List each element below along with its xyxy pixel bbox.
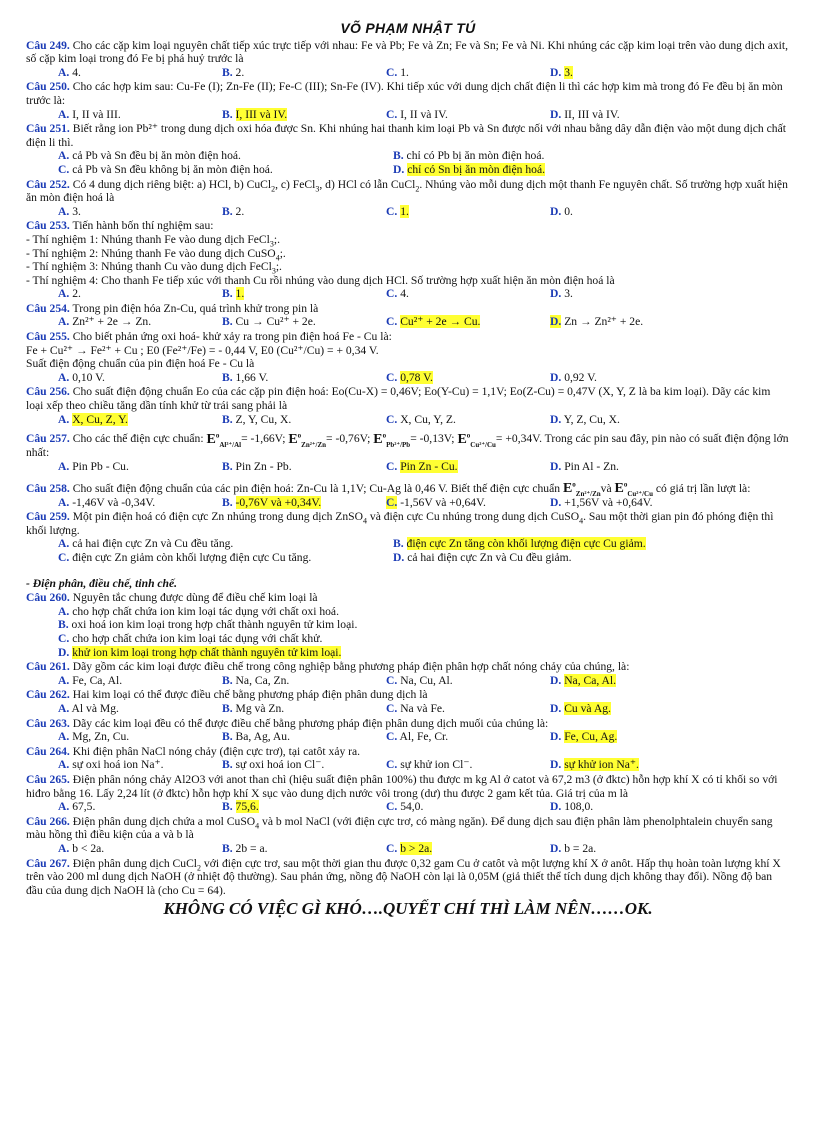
highlighted-answer: Cu và Ag. — [564, 702, 611, 715]
section-heading: - Điện phân, điều chế, tinh chế. — [26, 576, 178, 590]
highlighted-answer: b > 2a. — [400, 841, 433, 855]
highlighted-answer: X, Cu, Z, Y. — [72, 412, 128, 426]
highlighted-answer: điện cực Zn tăng còn khối lượng điện cực Cu giảm. — [406, 537, 646, 551]
option-a: A. Pin Pb - Cu. — [58, 459, 129, 473]
question-254: Câu 254. Trong pin điện hóa Zn-Cu, quá trình khử trong pin là — [26, 301, 319, 315]
option-d: D. 3. — [550, 65, 573, 79]
options-255 — [26, 371, 790, 385]
options-265 — [26, 800, 790, 814]
options-259 — [26, 537, 790, 551]
question-259: Câu 259. Một pin điện hoá có điện cực Zn nhúng trong dung dịch ZnSO$_4$ và điện cực Cu nhúng trong dung dịch CuSO$_4$. Sau một thời gian pin đó phóng điện thì khối lượng. — [26, 510, 774, 537]
experiment-3: - Thí nghiệm 3: Nhúng thanh Cu vào dung dịch FeCl$_3$;. — [26, 260, 282, 276]
question-249 — [26, 39, 790, 66]
option-c: C. 4. — [386, 287, 409, 301]
experiment-1: - Thí nghiệm 1: Nhúng thanh Fe vào dung dịch FeCl$_3$;. — [26, 232, 281, 249]
options-264 — [26, 758, 790, 772]
option-a: A. 67,5. — [58, 800, 96, 814]
option-c: C. điện cực Zn giảm còn khối lượng điện cực Cu tăng. — [58, 551, 312, 565]
option-b: B. điện cực Zn tăng còn khối lượng điện cực Cu giảm. — [393, 537, 646, 551]
question-258: Câu 258. Cho suất điện động chuẩn của các pin điện hoá: Zn-Cu là 1,1V; Cu-Ag là 0,46 V. Biết thế điện cực chuẩn $E^o_{Zn^{2+}/Zn}và$ $E^o_{Cu^{2+}/Cu}$ có giá trị lần lượt là: — [26, 480, 751, 498]
question-264: Câu 264. Khi điện phân NaCl nóng chảy (điện cực trơ), tại catôt xảy ra. — [26, 744, 361, 758]
option-b: B. 2b = a. — [222, 841, 268, 855]
option-c: C. -1,56V và +0,64V. — [386, 495, 486, 509]
option-b: B. Na, Ca, Zn. — [222, 673, 290, 687]
option-c: C. sự khử ion Cl⁻. — [386, 758, 473, 772]
question-text: Cho các cặp kim loại nguyên chất tiếp xúc trực tiếp với nhau: Fe và Pb; Fe và Zn; Fe và Sn; Fe và Ni. Khi nhúng các cặp kim loại trên vào dung dịch axit, số cặp kim loại trong đó Fe bị phá huỷ trước là — [26, 38, 788, 66]
option-a: A. Zn²⁺ + 2e → Zn. — [58, 315, 152, 329]
question-257: Câu 257. Cho các thế điện cực chuẩn: $E^o_{Al^{3+}/Al}= -1,66V$; $E^o_{Zn^{2+}/Zn}= -0,76V$; $E^o_{Pb^{2+}/Pb}= -0,13V$; $E^o_{Cu^{2+}/Cu}= +0,34V$. Trong các pin sau đây, pin nào có suất điện động lớn nhất: — [26, 431, 789, 460]
option-d: D. b = 2a. — [550, 841, 597, 855]
highlighted-answer: khử ion kim loại trong hợp chất thành nguyên tử kim loại. — [72, 645, 342, 659]
option-d: D. +1,56V và +0,64V. — [550, 495, 653, 509]
highlighted-answer: 3. — [564, 65, 573, 79]
options-258 — [26, 496, 790, 510]
option-c: C. I, II và IV. — [386, 107, 448, 121]
option-b: B. 2. — [222, 65, 245, 79]
highlighted-answer: Na, Ca, Al. — [564, 673, 617, 687]
option-c: C. X, Cu, Y, Z. — [386, 412, 456, 426]
option-d: D. Pin Al - Zn. — [550, 459, 619, 473]
option-a: A. -1,46V và -0,34V. — [58, 495, 156, 509]
option-d: D. Y, Z, Cu, X. — [550, 412, 620, 426]
option-c: C. Al, Fe, Cr. — [386, 730, 449, 744]
options-253 — [26, 287, 790, 301]
question-262: Câu 262. Hai kim loại có thể được điều chế bằng phương pháp điện phân dung dịch là — [26, 688, 428, 702]
options-260 — [26, 605, 790, 659]
highlighted-answer: Fe, Cu, Ag. — [564, 730, 618, 744]
options-261 — [26, 674, 790, 688]
document-page — [26, 20, 790, 919]
option-c: C. 1. — [386, 65, 409, 79]
question-260: Câu 260. Nguyên tắc chung được dùng để điều chế kim loại là — [26, 591, 318, 605]
highlighted-answer: Pin Zn - Cu. — [400, 459, 458, 473]
option-b: B. I, III và IV. — [222, 107, 288, 121]
experiment-2: - Thí nghiệm 2: Nhúng thanh Fe vào dung dịch CuSO$_4$;. — [26, 246, 286, 262]
potential-symbol: $E^o_{Cu^{2+}/Cu}$ — [457, 431, 496, 449]
question-267: Câu 267. Điện phân dung dịch CuCl$_2$ với điện cực trơ, sau một thời gian thu được 0,32 gam Cu ở catôt và một lượng khí X ở anôt. Hấp thụ hoàn toàn lượng khí X trên vào 200 ml dung dịch NaOH (ở nhiệt độ thường). Sau phản ứng, nồng độ NaOH còn lại là 0,05M (giả thiết thể tích dung dịch không thay đổi). Nồng độ ban đầu của dung dịch NaOH là (cho Cu = 64). — [26, 856, 781, 897]
option-a: A. cho hợp chất chứa ion kim loại tác dụng với chất oxi hoá. — [58, 604, 339, 618]
options-257 — [26, 460, 790, 474]
potential-symbol: $E^o_{Al^{3+}/Al}$ — [206, 431, 242, 449]
option-c: C. Na và Fe. — [386, 702, 445, 715]
potential-symbol: $E^o_{Zn^{2+}/Zn}$ — [562, 480, 601, 498]
option-d: D. II, III và IV. — [550, 107, 620, 121]
option-b: B. Mg và Zn. — [222, 702, 285, 715]
question-265: Câu 265. Điện phân nóng chảy Al2O3 với anot than chì (hiệu suất điện phân 100%) thu được m kg Al ở catot và 67,2 m3 (ở đktc) hỗn hợp khí X có tỉ khối so với hiđro bằng 16. Lấy 2,24 lít (ở đktc) hỗn hợp khí X sục vào dung dịch nước vôi trong (dư) thu được 2 gam kết tủa. Giá trị của m là — [26, 772, 778, 800]
question-250: Câu 250. Cho các hợp kim sau: Cu-Fe (I); Zn-Fe (II); Fe-C (III); Sn-Fe (IV). Khi tiếp xúc với dung dịch chất điện li thì các hợp kim mà trong đó Fe đều bị ăn mòn trước là: — [26, 80, 783, 107]
options-249 — [26, 66, 790, 80]
options-263 — [26, 730, 790, 744]
option-a: A. Fe, Ca, Al. — [58, 673, 123, 687]
option-d: D. Fe, Cu, Ag. — [550, 730, 618, 744]
highlighted-answer: I, III và IV. — [235, 107, 288, 121]
highlighted-answer: 75,6. — [235, 800, 259, 814]
options-254 — [26, 315, 790, 329]
option-d: D. cả hai điện cực Zn và Cu đều giảm. — [393, 551, 572, 565]
option-c: C. 0,78 V. — [386, 370, 433, 384]
option-c: C. Na, Cu, Al. — [386, 673, 453, 687]
option-d: D. 0. — [550, 204, 573, 218]
option-b: B. Ba, Ag, Au. — [222, 730, 290, 744]
option-a: A. 2. — [58, 287, 81, 301]
footer-motto: KHÔNG CÓ VIỆC GÌ KHÓ….QUYẾT CHÍ THÌ LÀM NÊN……OK. — [163, 899, 653, 919]
question-263: Câu 263. Dãy các kim loại đều có thể được điều chế bằng phương pháp điện phân dung dịch muối của chúng là: — [26, 716, 549, 730]
option-a: A. X, Cu, Z, Y. — [58, 412, 128, 426]
highlighted-answer: sự khử ion Na⁺. — [564, 758, 639, 772]
highlighted-answer: 1. — [235, 287, 245, 301]
option-b: B. chỉ có Pb bị ăn mòn điện hoá. — [393, 149, 545, 163]
option-c: C. Pin Zn - Cu. — [386, 459, 458, 473]
question-261: Câu 261. Dãy gồm các kim loại được điều chế trong công nghiệp bằng phương pháp điện phân hợp chất nóng chảy của chúng, là: — [26, 660, 630, 674]
options-266 — [26, 842, 790, 856]
option-d: D. khử ion kim loại trong hợp chất thành nguyên tử kim loại. — [58, 645, 342, 659]
option-d: D. Zn → Zn²⁺ + 2e. — [550, 315, 644, 329]
options-251 — [26, 149, 790, 163]
option-c: C. cả Pb và Sn đều không bị ăn mòn điện hoá. — [58, 162, 273, 176]
highlighted-answer: -0,76V và +0,34V. — [235, 495, 322, 509]
option-a: A. Mg, Zn, Cu. — [58, 730, 130, 744]
question-256: Câu 256. Cho suất điện động chuẩn Eo của các cặp pin điện hoá: Eo(Cu-X) = 0,46V; Eo(Y-Cu) = 1,1V; Eo(Z-Cu) = 0,47V (X, Y, Z là ba kim loại). Dãy các kim loại xếp theo chiều tăng dần tính khử từ trái sang phải là — [26, 385, 771, 413]
options-262 — [26, 702, 790, 716]
highlighted-answer: 0,78 V. — [400, 370, 433, 384]
option-b: B. Z, Y, Cu, X. — [222, 412, 292, 426]
option-d: D. 0,92 V. — [550, 370, 597, 384]
question-266: Câu 266. Điện phân dung dịch chứa a mol CuSO$_4$ và b mol NaCl (với điện cực trơ, có màng ngăn). Để dung dịch sau điện phân làm phenolphtalein chuyển sang màu hồng thì điều kiện của a và b là — [26, 814, 773, 842]
option-c: C. cho hợp chất chứa ion kim loại tác dụng với chất khử. — [58, 632, 323, 646]
option-a: A. cả hai điện cực Zn và Cu đều tăng. — [58, 537, 234, 551]
option-b: B. Pin Zn - Pb. — [222, 459, 292, 473]
option-b: B. 1,66 V. — [222, 370, 269, 384]
option-a: A. 0,10 V. — [58, 370, 105, 384]
option-a: A. Al và Mg. — [58, 702, 119, 715]
question-253: Câu 253. Tiến hành bốn thí nghiệm sau: — [26, 219, 214, 233]
option-d: D. Na, Ca, Al. — [550, 673, 617, 687]
option-b: B. sự oxi hoá ion Cl⁻. — [222, 758, 325, 772]
option-a: A. I, II và III. — [58, 107, 121, 121]
option-b: B. 2. — [222, 204, 245, 218]
option-c: C. 54,0. — [386, 800, 424, 814]
options-250 — [26, 108, 790, 122]
question-number: Câu 249. — [26, 38, 70, 52]
highlighted-answer: chỉ có Sn bị ăn mòn điện hoá. — [407, 162, 545, 176]
options-252 — [26, 205, 790, 219]
option-a: A. cả Pb và Sn đều bị ăn mòn điện hoá. — [58, 149, 241, 163]
highlighted-answer: Cu²⁺ + 2e → Cu. — [400, 315, 481, 329]
option-a: A. 4. — [58, 65, 81, 79]
options-256 — [26, 413, 790, 427]
option-b: B. 1. — [222, 287, 245, 301]
highlighted-answer: 1. — [400, 204, 409, 218]
option-c: C. b > 2a. — [386, 841, 433, 855]
option-d: D. 3. — [550, 287, 573, 301]
option-c: C. 1. — [386, 204, 409, 218]
option-b: B. -0,76V và +0,34V. — [222, 495, 322, 509]
option-b: B. 75,6. — [222, 800, 259, 814]
option-d: D. chỉ có Sn bị ăn mòn điện hoá. — [393, 162, 545, 176]
option-d: D. sự khử ion Na⁺. — [550, 758, 639, 772]
option-d: D. 108,0. — [550, 800, 594, 814]
page-header: VÕ PHẠM NHẬT TÚ — [340, 20, 476, 36]
question-252: Câu 252. Có 4 dung dịch riêng biệt: a) HCl, b) CuCl$_2$, c) FeCl$_3$, d) HCl có lẫn CuCl$_2$. Nhúng vào mỗi dung dịch một thanh Fe nguyên chất. Số trường hợp xuất hiện ăn mòn điện hoá là — [26, 177, 788, 205]
question-prompt: Suất điện động chuẩn của pin điện hoá Fe - Cu là — [26, 357, 255, 371]
question-251: Câu 251. Biết rằng ion Pb²⁺ trong dung dịch oxi hóa được Sn. Khi nhúng hai thanh kim loại Pb và Sn được nối với nhau bằng dây dẫn điện vào một dung dịch chất điện li thì. — [26, 122, 786, 149]
option-a: A. b < 2a. — [58, 841, 105, 855]
potential-symbol: $E^o_{Pb^{2+}/Pb}$ — [373, 431, 411, 449]
potential-symbol: $E^o_{Zn^{2+}/Zn}$ — [288, 431, 327, 449]
option-b: B. Cu → Cu²⁺ + 2e. — [222, 315, 316, 329]
question-255: Câu 255. Cho biết phản ứng oxi hoá- khử xảy ra trong pin điện hoá Fe - Cu là: — [26, 330, 392, 344]
experiment-4: - Thí nghiệm 4: Cho thanh Fe tiếp xúc với thanh Cu rồi nhúng vào dung dịch HCl. Số trường hợp xuất hiện ăn mòn điện hoá là — [26, 273, 615, 287]
option-b: B. oxi hoá ion kim loại trong hợp chất thành nguyên tử kim loại. — [58, 618, 358, 632]
potential-symbol: $E^o_{Cu^{2+}/Cu}$ — [614, 480, 653, 498]
option-d: D. Cu và Ag. — [550, 702, 611, 715]
equation: Fe + Cu²⁺ → Fe²⁺ + Cu ; E0 (Fe²⁺/Fe) = - 0,44 V, E0 (Cu²⁺/Cu) = + 0,34 V. — [26, 343, 379, 357]
option-a: A. 3. — [58, 204, 81, 218]
option-c: C. Cu²⁺ + 2e → Cu. — [386, 315, 481, 329]
option-a: A. sự oxi hoá ion Na⁺. — [58, 758, 164, 772]
